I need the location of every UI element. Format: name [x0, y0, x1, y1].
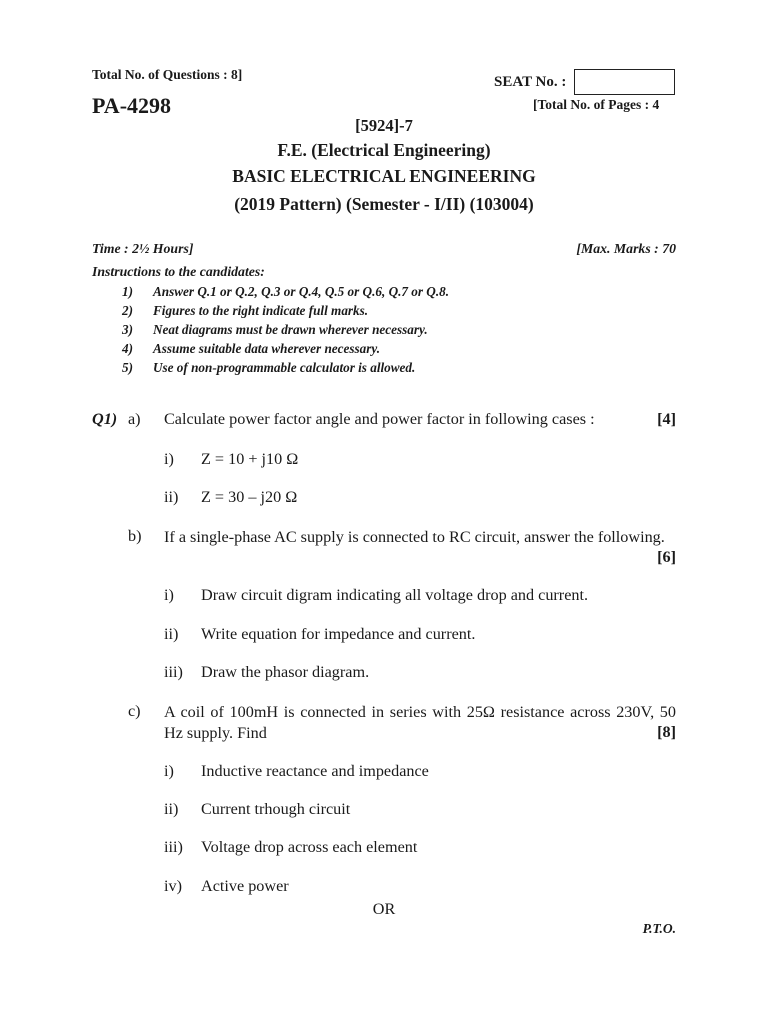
instruction-number: 4): [122, 341, 133, 356]
part-a-label: a): [128, 410, 141, 428]
instruction-number: 5): [122, 360, 133, 375]
part-a-marks: [4]: [657, 410, 676, 428]
instruction-text: Use of non-programmable calculator is allowed.: [153, 360, 416, 375]
sub-text: Inductive reactance and impedance: [201, 762, 429, 780]
sub-text: Voltage drop across each element: [201, 838, 418, 856]
pattern-line: (2019 Pattern) (Semester - I/II) (103004): [234, 194, 534, 214]
sub-text: Draw the phasor diagram.: [201, 663, 370, 681]
sub-number: iii): [164, 838, 183, 856]
sub-number: i): [164, 586, 174, 604]
instruction-number: 1): [122, 284, 133, 299]
instruction-number: 3): [122, 322, 133, 337]
sub-number: i): [164, 450, 174, 468]
subject-title: BASIC ELECTRICAL ENGINEERING: [232, 166, 536, 186]
part-c-label: c): [128, 702, 141, 720]
sub-number: iv): [164, 877, 182, 895]
pto-note: P.T.O.: [642, 921, 676, 936]
course-title: F.E. (Electrical Engineering): [277, 140, 491, 160]
instruction-text: Neat diagrams must be drawn wherever necessary.: [153, 322, 428, 337]
sub-number: ii): [164, 800, 179, 818]
total-questions: Total No. of Questions : 8]: [92, 67, 243, 82]
instruction-text: Answer Q.1 or Q.2, Q.3 or Q.4, Q.5 or Q.6, Q.7 or Q.8.: [153, 284, 450, 299]
seat-label: SEAT No. :: [494, 74, 567, 90]
exam-code: [5924]-7: [355, 116, 413, 135]
question-number: Q1): [92, 410, 118, 428]
part-b-label: b): [128, 527, 142, 545]
paper-code: PA-4298: [92, 93, 172, 118]
max-marks: [Max. Marks : 70: [576, 241, 676, 256]
sub-text: Active power: [201, 877, 289, 895]
part-b-text: If a single-phase AC supply is connected to RC circuit, answer the following.: [164, 528, 665, 546]
instruction-number: 2): [122, 303, 133, 318]
sub-number: ii): [164, 625, 179, 643]
sub-text: Current trhough circuit: [201, 800, 351, 818]
part-c-text: A coil of 100mH is connected in series with 25Ω resistance across 230V, 50 Hz supply. Find: [164, 703, 676, 742]
part-c-marks: [8]: [657, 723, 676, 741]
instruction-text: Assume suitable data wherever necessary.: [153, 341, 380, 356]
sub-text: Write equation for impedance and current.: [201, 625, 476, 643]
or-separator: OR: [372, 900, 396, 918]
sub-number: iii): [164, 663, 183, 681]
sub-text: Z = 10 + j10 Ω: [201, 450, 299, 468]
sub-number: ii): [164, 488, 179, 506]
sub-text: Draw circuit digram indicating all voltage drop and current.: [201, 586, 589, 604]
seat-number-box[interactable]: [574, 69, 675, 95]
sub-number: i): [164, 762, 174, 780]
part-b-marks: [6]: [657, 548, 676, 566]
instruction-text: Figures to the right indicate full marks.: [153, 303, 369, 318]
total-pages: [Total No. of Pages : 4: [533, 97, 660, 112]
sub-text: Z = 30 – j20 Ω: [201, 488, 298, 506]
exam-time: Time : 2½ Hours]: [92, 241, 194, 256]
instructions-heading: Instructions to the candidates:: [92, 264, 265, 279]
part-a-text: Calculate power factor angle and power factor in following cases :: [164, 410, 595, 428]
